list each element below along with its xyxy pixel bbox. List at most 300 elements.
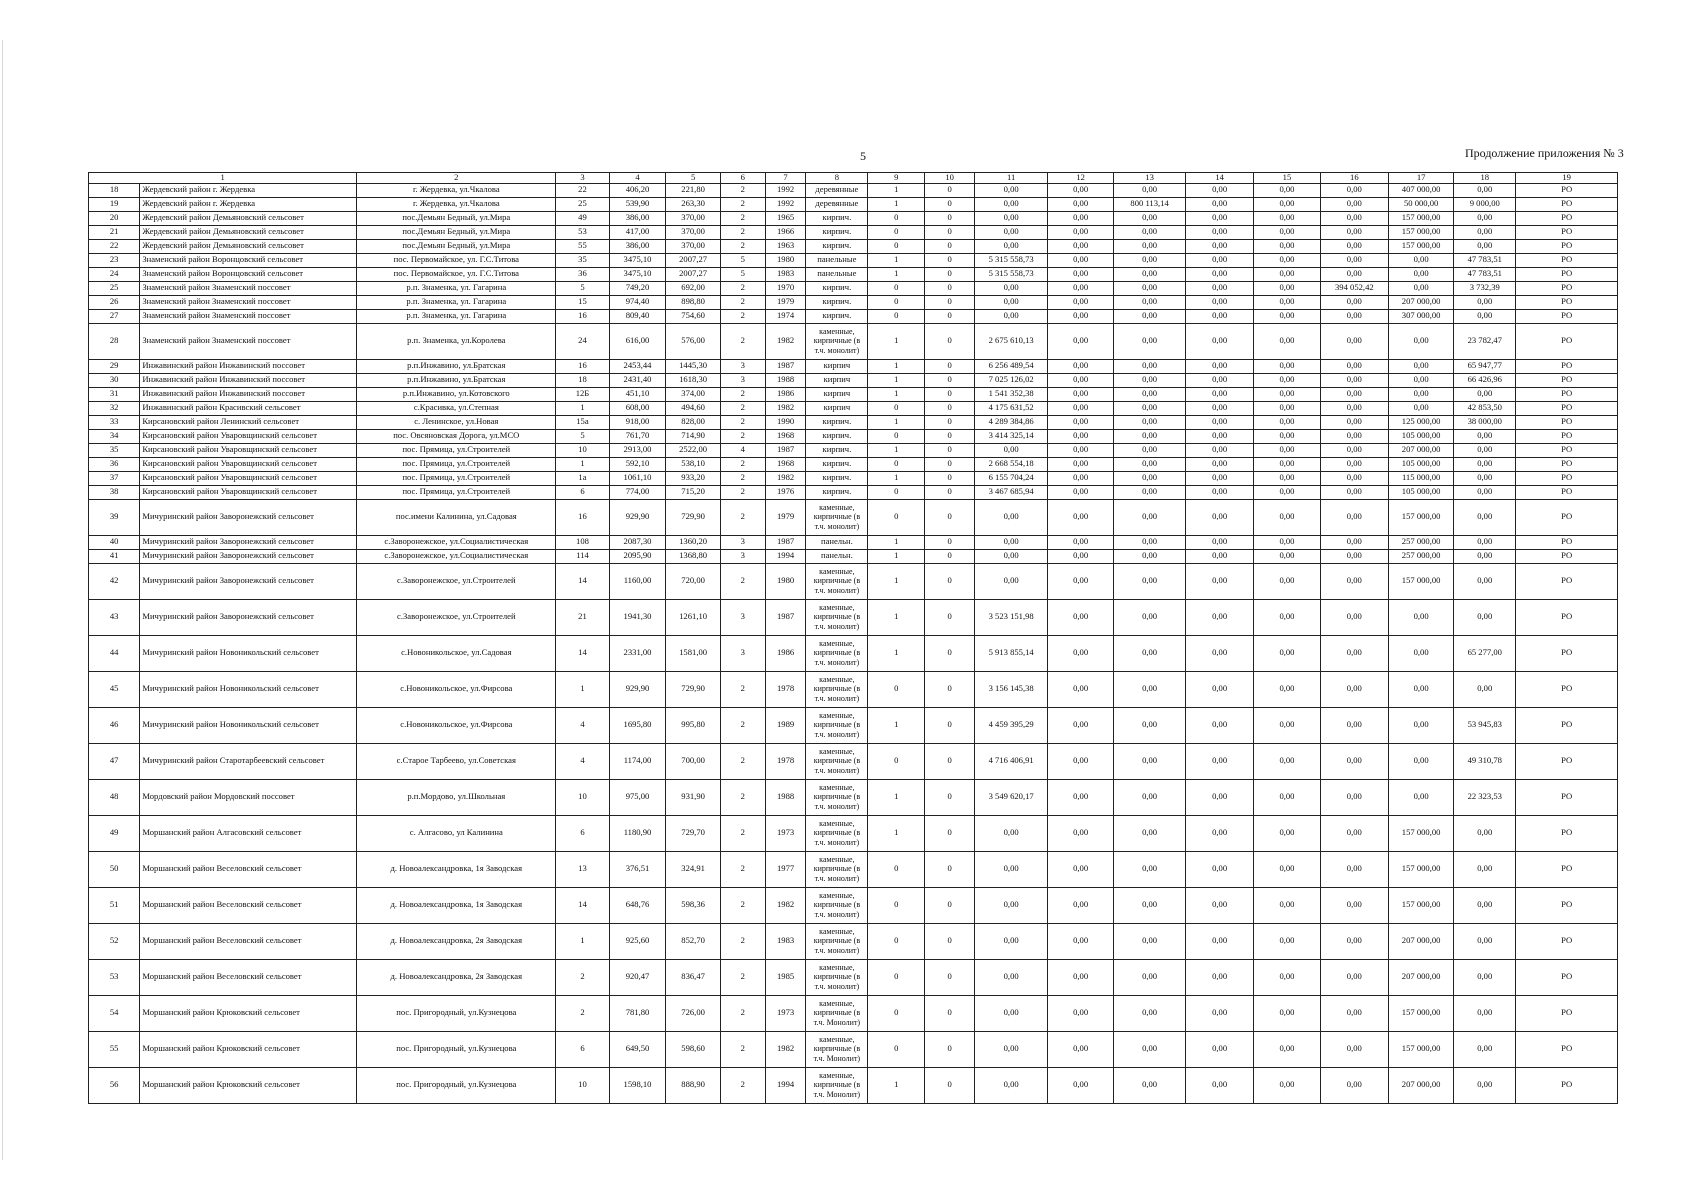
row-number-cell: 47 — [89, 743, 140, 779]
header-cell: 6 — [720, 173, 765, 184]
house-number-cell: 14 — [556, 887, 609, 923]
address-cell: пос. Пригородный, ул.Кузнецова — [357, 1067, 556, 1103]
program-code-cell: РО — [1516, 183, 1618, 197]
house-number-cell: 36 — [556, 267, 609, 281]
col-9-cell: 0 — [868, 959, 925, 995]
program-code-cell: РО — [1516, 309, 1618, 323]
row-number-cell: 19 — [89, 197, 140, 211]
table-row — [89, 887, 1618, 923]
col-17-cell: 50 000,00 — [1389, 197, 1454, 211]
col-18-cell: 0,00 — [1454, 995, 1516, 1031]
address-cell: р.п.Инжавино, ул.Котовского — [357, 387, 556, 401]
row-number-cell: 35 — [89, 443, 140, 457]
col-14-cell: 0,00 — [1185, 211, 1253, 225]
col-18-cell: 38 000,00 — [1454, 415, 1516, 429]
year-built-cell: 1978 — [765, 743, 806, 779]
municipality-cell: Инжавинский район Инжавинский поссовет — [140, 359, 357, 373]
year-built-cell: 1983 — [765, 923, 806, 959]
wall-material-cell: деревянные — [806, 183, 868, 197]
table-row — [89, 779, 1618, 815]
col-12-cell: 0,00 — [1048, 499, 1114, 535]
house-number-cell: 10 — [556, 1067, 609, 1103]
col-9-cell: 1 — [868, 471, 925, 485]
house-number-cell: 14 — [556, 635, 609, 671]
col-11-cell: 4 289 384,86 — [975, 415, 1048, 429]
address-cell: пос. Пригородный, ул.Кузнецова — [357, 995, 556, 1031]
wall-material-cell: кирпич. — [806, 211, 868, 225]
col-18-cell: 65 947,77 — [1454, 359, 1516, 373]
col-17-cell: 115 000,00 — [1389, 471, 1454, 485]
col-18-cell: 47 783,51 — [1454, 267, 1516, 281]
col-18-cell: 0,00 — [1454, 549, 1516, 563]
floors-cell: 2 — [720, 309, 765, 323]
table-row — [89, 429, 1618, 443]
col-18-cell: 0,00 — [1454, 387, 1516, 401]
col-13-cell: 0,00 — [1114, 1067, 1186, 1103]
col-16-cell: 0,00 — [1320, 253, 1388, 267]
wall-material-cell: кирпич. — [806, 281, 868, 295]
house-number-cell: 6 — [556, 485, 609, 499]
col-11-cell: 5 913 855,14 — [975, 635, 1048, 671]
col-11-cell: 3 467 685,94 — [975, 485, 1048, 499]
year-built-cell: 1987 — [765, 443, 806, 457]
col-18-cell: 0,00 — [1454, 485, 1516, 499]
col-14-cell: 0,00 — [1185, 959, 1253, 995]
col-12-cell: 0,00 — [1048, 239, 1114, 253]
house-number-cell: 114 — [556, 549, 609, 563]
col-17-cell: 207 000,00 — [1389, 923, 1454, 959]
row-number-cell: 50 — [89, 851, 140, 887]
program-code-cell: РО — [1516, 959, 1618, 995]
col-17-cell: 105 000,00 — [1389, 457, 1454, 471]
house-number-cell: 15 — [556, 295, 609, 309]
row-number-cell: 36 — [89, 457, 140, 471]
year-built-cell: 1994 — [765, 1067, 806, 1103]
col-15-cell: 0,00 — [1254, 281, 1320, 295]
col-10-cell: 0 — [925, 429, 975, 443]
living-area-cell: 1581,00 — [666, 635, 721, 671]
col-10-cell: 0 — [925, 1067, 975, 1103]
program-code-cell: РО — [1516, 429, 1618, 443]
col-12-cell: 0,00 — [1048, 707, 1114, 743]
house-number-cell: 15а — [556, 415, 609, 429]
address-cell: р.п. Знаменка, ул. Гагарина — [357, 295, 556, 309]
col-11-cell: 0,00 — [975, 995, 1048, 1031]
year-built-cell: 1965 — [765, 211, 806, 225]
col-17-cell: 157 000,00 — [1389, 851, 1454, 887]
municipality-cell: Моршанский район Веселовский сельсовет — [140, 851, 357, 887]
col-18-cell: 0,00 — [1454, 535, 1516, 549]
living-area-cell: 1360,20 — [666, 535, 721, 549]
col-16-cell: 0,00 — [1320, 211, 1388, 225]
program-code-cell: РО — [1516, 211, 1618, 225]
total-area-cell: 749,20 — [609, 281, 666, 295]
col-16-cell: 0,00 — [1320, 851, 1388, 887]
page-number: 5 — [860, 149, 866, 163]
col-16-cell: 0,00 — [1320, 743, 1388, 779]
row-number-cell: 29 — [89, 359, 140, 373]
living-area-cell: 836,47 — [666, 959, 721, 995]
table-row — [89, 197, 1618, 211]
year-built-cell: 1980 — [765, 253, 806, 267]
floors-cell: 2 — [720, 429, 765, 443]
col-18-cell: 0,00 — [1454, 923, 1516, 959]
table-row — [89, 535, 1618, 549]
address-cell: пос.Демьян Бедный, ул.Мира — [357, 239, 556, 253]
col-13-cell: 0,00 — [1114, 471, 1186, 485]
program-code-cell: РО — [1516, 923, 1618, 959]
col-16-cell: 0,00 — [1320, 959, 1388, 995]
col-10-cell: 0 — [925, 485, 975, 499]
header-cell: 1 — [89, 173, 357, 184]
col-16-cell: 0,00 — [1320, 923, 1388, 959]
address-cell: с.Заворонежское, ул.Строителей — [357, 563, 556, 599]
col-11-cell: 0,00 — [975, 197, 1048, 211]
col-13-cell: 0,00 — [1114, 373, 1186, 387]
year-built-cell: 1987 — [765, 535, 806, 549]
house-number-cell: 35 — [556, 253, 609, 267]
header-cell: 8 — [806, 173, 868, 184]
col-12-cell: 0,00 — [1048, 1067, 1114, 1103]
col-15-cell: 0,00 — [1254, 815, 1320, 851]
col-15-cell: 0,00 — [1254, 549, 1320, 563]
municipality-cell: Инжавинский район Инжавинский поссовет — [140, 387, 357, 401]
col-18-cell: 0,00 — [1454, 211, 1516, 225]
col-14-cell: 0,00 — [1185, 887, 1253, 923]
house-number-cell: 55 — [556, 239, 609, 253]
col-12-cell: 0,00 — [1048, 535, 1114, 549]
col-14-cell: 0,00 — [1185, 851, 1253, 887]
house-number-cell: 18 — [556, 373, 609, 387]
col-17-cell: 0,00 — [1389, 323, 1454, 359]
col-18-cell: 0,00 — [1454, 815, 1516, 851]
col-14-cell: 0,00 — [1185, 373, 1253, 387]
row-number-cell: 44 — [89, 635, 140, 671]
floors-cell: 3 — [720, 549, 765, 563]
col-16-cell: 0,00 — [1320, 323, 1388, 359]
total-area-cell: 809,40 — [609, 309, 666, 323]
col-10-cell: 0 — [925, 443, 975, 457]
col-10-cell: 0 — [925, 635, 975, 671]
program-code-cell: РО — [1516, 415, 1618, 429]
col-14-cell: 0,00 — [1185, 415, 1253, 429]
col-11-cell: 4 459 395,29 — [975, 707, 1048, 743]
program-code-cell: РО — [1516, 499, 1618, 535]
col-13-cell: 0,00 — [1114, 211, 1186, 225]
row-number-cell: 48 — [89, 779, 140, 815]
col-18-cell: 0,00 — [1454, 887, 1516, 923]
col-16-cell: 0,00 — [1320, 779, 1388, 815]
col-15-cell: 0,00 — [1254, 239, 1320, 253]
col-17-cell: 0,00 — [1389, 671, 1454, 707]
col-15-cell: 0,00 — [1254, 743, 1320, 779]
col-15-cell: 0,00 — [1254, 599, 1320, 635]
col-11-cell: 0,00 — [975, 183, 1048, 197]
col-12-cell: 0,00 — [1048, 1031, 1114, 1067]
total-area-cell: 761,70 — [609, 429, 666, 443]
wall-material-cell: каменные, кирпичные (в т.ч. монолит) — [806, 635, 868, 671]
col-17-cell: 157 000,00 — [1389, 815, 1454, 851]
header-cell: 19 — [1516, 173, 1618, 184]
wall-material-cell: кирпич. — [806, 225, 868, 239]
header-cell: 5 — [666, 173, 721, 184]
wall-material-cell: панельн. — [806, 549, 868, 563]
header-cell: 11 — [975, 173, 1048, 184]
living-area-cell: 729,90 — [666, 671, 721, 707]
col-9-cell: 1 — [868, 359, 925, 373]
col-15-cell: 0,00 — [1254, 635, 1320, 671]
year-built-cell: 1973 — [765, 815, 806, 851]
living-area-cell: 715,20 — [666, 485, 721, 499]
floors-cell: 2 — [720, 815, 765, 851]
col-10-cell: 0 — [925, 1031, 975, 1067]
col-11-cell: 0,00 — [975, 239, 1048, 253]
col-14-cell: 0,00 — [1185, 923, 1253, 959]
col-12-cell: 0,00 — [1048, 599, 1114, 635]
address-cell: пос. Пригородный, ул.Кузнецова — [357, 1031, 556, 1067]
col-17-cell: 125 000,00 — [1389, 415, 1454, 429]
col-17-cell: 307 000,00 — [1389, 309, 1454, 323]
col-17-cell: 157 000,00 — [1389, 211, 1454, 225]
col-13-cell: 0,00 — [1114, 851, 1186, 887]
col-16-cell: 0,00 — [1320, 373, 1388, 387]
col-9-cell: 0 — [868, 429, 925, 443]
col-18-cell: 0,00 — [1454, 851, 1516, 887]
col-9-cell: 1 — [868, 443, 925, 457]
col-16-cell: 0,00 — [1320, 563, 1388, 599]
floors-cell: 2 — [720, 323, 765, 359]
wall-material-cell: каменные, кирпичные (в т.ч. монолит) — [806, 671, 868, 707]
table-row — [89, 959, 1618, 995]
col-10-cell: 0 — [925, 887, 975, 923]
table-row — [89, 671, 1618, 707]
col-13-cell: 0,00 — [1114, 815, 1186, 851]
col-17-cell: 157 000,00 — [1389, 1031, 1454, 1067]
living-area-cell: 1368,80 — [666, 549, 721, 563]
total-area-cell: 781,80 — [609, 995, 666, 1031]
total-area-cell: 2431,40 — [609, 373, 666, 387]
wall-material-cell: каменные, кирпичные (в т.ч. Монолит) — [806, 1031, 868, 1067]
row-number-cell: 18 — [89, 183, 140, 197]
col-15-cell: 0,00 — [1254, 225, 1320, 239]
col-16-cell: 0,00 — [1320, 225, 1388, 239]
col-15-cell: 0,00 — [1254, 415, 1320, 429]
col-9-cell: 0 — [868, 401, 925, 415]
col-13-cell: 0,00 — [1114, 267, 1186, 281]
row-number-cell: 34 — [89, 429, 140, 443]
wall-material-cell: каменные, кирпичные (в т.ч. монолит) — [806, 779, 868, 815]
col-12-cell: 0,00 — [1048, 387, 1114, 401]
col-14-cell: 0,00 — [1185, 671, 1253, 707]
row-number-cell: 45 — [89, 671, 140, 707]
wall-material-cell: панельн. — [806, 535, 868, 549]
wall-material-cell: кирпич. — [806, 295, 868, 309]
col-11-cell: 0,00 — [975, 499, 1048, 535]
col-11-cell: 5 315 558,73 — [975, 267, 1048, 281]
total-area-cell: 649,50 — [609, 1031, 666, 1067]
row-number-cell: 43 — [89, 599, 140, 635]
col-12-cell: 0,00 — [1048, 457, 1114, 471]
col-18-cell: 0,00 — [1454, 1067, 1516, 1103]
total-area-cell: 3475,10 — [609, 253, 666, 267]
col-14-cell: 0,00 — [1185, 743, 1253, 779]
col-11-cell: 1 541 352,38 — [975, 387, 1048, 401]
row-number-cell: 41 — [89, 549, 140, 563]
col-9-cell: 0 — [868, 671, 925, 707]
wall-material-cell: панельные — [806, 253, 868, 267]
col-15-cell: 0,00 — [1254, 457, 1320, 471]
col-13-cell: 0,00 — [1114, 295, 1186, 309]
col-14-cell: 0,00 — [1185, 1031, 1253, 1067]
program-code-cell: РО — [1516, 563, 1618, 599]
col-12-cell: 0,00 — [1048, 253, 1114, 267]
col-11-cell: 3 549 620,17 — [975, 779, 1048, 815]
col-16-cell: 0,00 — [1320, 535, 1388, 549]
col-17-cell: 105 000,00 — [1389, 485, 1454, 499]
col-14-cell: 0,00 — [1185, 183, 1253, 197]
col-10-cell: 0 — [925, 563, 975, 599]
living-area-cell: 898,80 — [666, 295, 721, 309]
housing-register-table — [88, 172, 1618, 1104]
col-13-cell: 0,00 — [1114, 359, 1186, 373]
floors-cell: 3 — [720, 635, 765, 671]
living-area-cell: 2007,27 — [666, 267, 721, 281]
program-code-cell: РО — [1516, 779, 1618, 815]
col-15-cell: 0,00 — [1254, 373, 1320, 387]
col-18-cell: 49 310,78 — [1454, 743, 1516, 779]
col-12-cell: 0,00 — [1048, 635, 1114, 671]
total-area-cell: 925,60 — [609, 923, 666, 959]
floors-cell: 2 — [720, 457, 765, 471]
floors-cell: 2 — [720, 1031, 765, 1067]
year-built-cell: 1977 — [765, 851, 806, 887]
col-15-cell: 0,00 — [1254, 707, 1320, 743]
col-9-cell: 1 — [868, 563, 925, 599]
col-14-cell: 0,00 — [1185, 295, 1253, 309]
col-10-cell: 0 — [925, 549, 975, 563]
address-cell: д. Новоалександровка, 2я Заводская — [357, 959, 556, 995]
col-17-cell: 0,00 — [1389, 635, 1454, 671]
col-12-cell: 0,00 — [1048, 211, 1114, 225]
col-12-cell: 0,00 — [1048, 563, 1114, 599]
address-cell: р.п.Инжавино, ул.Братская — [357, 373, 556, 387]
table-row — [89, 635, 1618, 671]
table-row — [89, 373, 1618, 387]
wall-material-cell: каменные, кирпичные (в т.ч. монолит) — [806, 743, 868, 779]
header-cell: 12 — [1048, 173, 1114, 184]
table-row — [89, 359, 1618, 373]
total-area-cell: 1695,80 — [609, 707, 666, 743]
col-15-cell: 0,00 — [1254, 471, 1320, 485]
col-12-cell: 0,00 — [1048, 183, 1114, 197]
col-14-cell: 0,00 — [1185, 779, 1253, 815]
col-16-cell: 0,00 — [1320, 457, 1388, 471]
living-area-cell: 370,00 — [666, 239, 721, 253]
living-area-cell: 888,90 — [666, 1067, 721, 1103]
address-cell: с.Заворонежское, ул.Строителей — [357, 599, 556, 635]
header-cell: 18 — [1454, 173, 1516, 184]
total-area-cell: 376,51 — [609, 851, 666, 887]
municipality-cell: Знаменский район Знаменский поссовет — [140, 309, 357, 323]
col-13-cell: 0,00 — [1114, 959, 1186, 995]
floors-cell: 2 — [720, 671, 765, 707]
row-number-cell: 40 — [89, 535, 140, 549]
col-11-cell: 0,00 — [975, 1067, 1048, 1103]
col-13-cell: 0,00 — [1114, 549, 1186, 563]
municipality-cell: Жердевский район г. Жердевка — [140, 197, 357, 211]
program-code-cell: РО — [1516, 815, 1618, 851]
living-area-cell: 598,36 — [666, 887, 721, 923]
table-row — [89, 563, 1618, 599]
col-10-cell: 0 — [925, 743, 975, 779]
col-18-cell: 22 323,53 — [1454, 779, 1516, 815]
wall-material-cell: каменные, кирпичные (в т.ч. монолит) — [806, 323, 868, 359]
program-code-cell: РО — [1516, 1067, 1618, 1103]
table-row — [89, 295, 1618, 309]
floors-cell: 2 — [720, 995, 765, 1031]
total-area-cell: 920,47 — [609, 959, 666, 995]
col-14-cell: 0,00 — [1185, 1067, 1253, 1103]
col-11-cell: 0,00 — [975, 815, 1048, 851]
row-number-cell: 37 — [89, 471, 140, 485]
col-16-cell: 0,00 — [1320, 443, 1388, 457]
col-18-cell: 0,00 — [1454, 471, 1516, 485]
col-15-cell: 0,00 — [1254, 443, 1320, 457]
program-code-cell: РО — [1516, 535, 1618, 549]
col-14-cell: 0,00 — [1185, 387, 1253, 401]
col-14-cell: 0,00 — [1185, 197, 1253, 211]
col-17-cell: 105 000,00 — [1389, 429, 1454, 443]
col-16-cell: 0,00 — [1320, 401, 1388, 415]
house-number-cell: 24 — [556, 323, 609, 359]
living-area-cell: 931,90 — [666, 779, 721, 815]
col-13-cell: 0,00 — [1114, 635, 1186, 671]
year-built-cell: 1980 — [765, 563, 806, 599]
col-17-cell: 0,00 — [1389, 253, 1454, 267]
total-area-cell: 539,90 — [609, 197, 666, 211]
col-18-cell: 0,00 — [1454, 295, 1516, 309]
house-number-cell: 16 — [556, 309, 609, 323]
address-cell: с.Красивка, ул.Степная — [357, 401, 556, 415]
program-code-cell: РО — [1516, 743, 1618, 779]
table-row — [89, 1067, 1618, 1103]
col-9-cell: 0 — [868, 499, 925, 535]
col-10-cell: 0 — [925, 535, 975, 549]
house-number-cell: 5 — [556, 281, 609, 295]
col-9-cell: 0 — [868, 995, 925, 1031]
col-12-cell: 0,00 — [1048, 485, 1114, 499]
col-18-cell: 0,00 — [1454, 443, 1516, 457]
address-cell: д. Новоалександровка, 2я Заводская — [357, 923, 556, 959]
col-10-cell: 0 — [925, 281, 975, 295]
col-9-cell: 0 — [868, 309, 925, 323]
wall-material-cell: кирпич. — [806, 239, 868, 253]
living-area-cell: 852,70 — [666, 923, 721, 959]
program-code-cell: РО — [1516, 1031, 1618, 1067]
col-12-cell: 0,00 — [1048, 415, 1114, 429]
col-18-cell: 65 277,00 — [1454, 635, 1516, 671]
col-15-cell: 0,00 — [1254, 887, 1320, 923]
header-cell: 15 — [1254, 173, 1320, 184]
table-row — [89, 923, 1618, 959]
col-9-cell: 0 — [868, 485, 925, 499]
living-area-cell: 2007,27 — [666, 253, 721, 267]
floors-cell: 2 — [720, 225, 765, 239]
program-code-cell: РО — [1516, 323, 1618, 359]
col-9-cell: 1 — [868, 197, 925, 211]
col-10-cell: 0 — [925, 253, 975, 267]
col-17-cell: 157 000,00 — [1389, 995, 1454, 1031]
